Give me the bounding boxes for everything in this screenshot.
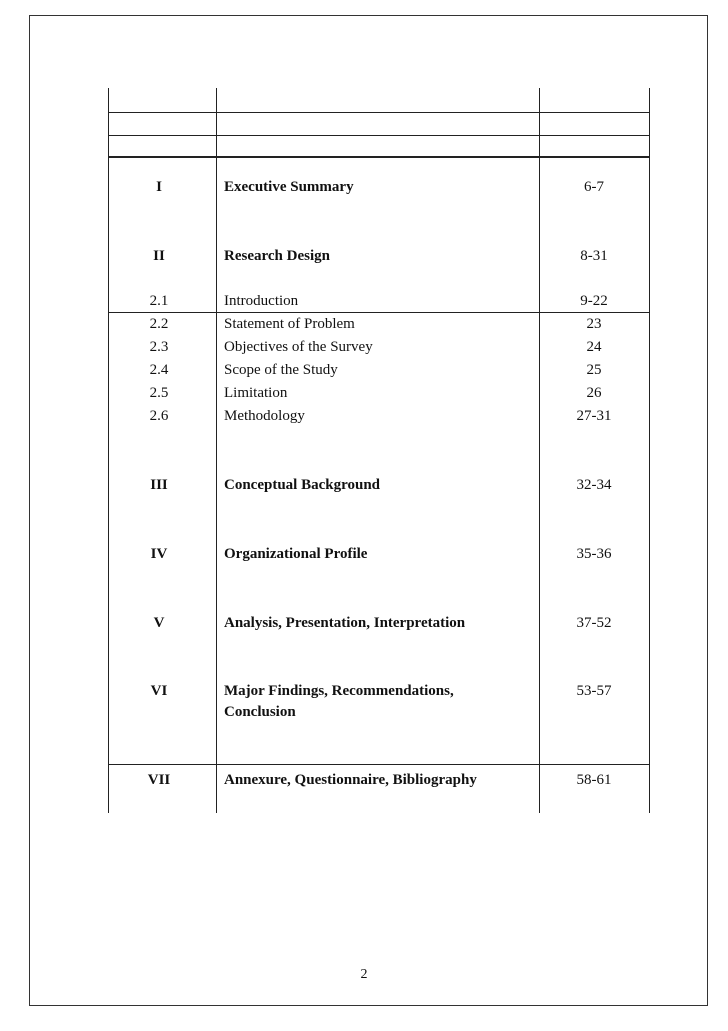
page-number: 2 xyxy=(360,967,368,982)
column-divider-1 xyxy=(216,88,217,813)
toc-title: Organizational Profile xyxy=(224,546,368,562)
toc-pages: 27-31 xyxy=(576,408,612,424)
column-divider-2 xyxy=(539,88,540,813)
header-rule-3 xyxy=(108,156,650,158)
toc-number: IV xyxy=(150,546,168,562)
header-rule-1 xyxy=(108,112,650,113)
toc-title: Methodology xyxy=(224,408,305,424)
toc-title: Conceptual Background xyxy=(224,477,381,493)
toc-pages: 25 xyxy=(586,362,602,378)
toc-number: 2.1 xyxy=(149,293,169,309)
toc-pages: 53-57 xyxy=(576,683,612,699)
toc-pages: 6-7 xyxy=(584,179,604,195)
toc-title: Annexure, Questionnaire, Bibliography xyxy=(224,772,477,788)
toc-title: Executive Summary xyxy=(224,179,354,195)
toc-number: I xyxy=(156,179,162,195)
toc-pages: 58-61 xyxy=(576,772,612,788)
toc-pages: 35-36 xyxy=(576,546,612,562)
toc-title: Statement of Problem xyxy=(224,316,355,332)
toc-number: 2.6 xyxy=(149,408,169,424)
toc-pages: 8-31 xyxy=(580,248,608,264)
toc-number: 2.2 xyxy=(149,316,169,332)
toc-title: Scope of the Study xyxy=(224,362,338,378)
row-rule-annexure xyxy=(108,764,650,765)
page-border xyxy=(29,15,708,1006)
toc-pages: 26 xyxy=(586,385,602,401)
toc-title: Major Findings, Recommendations, xyxy=(224,683,454,699)
toc-number: III xyxy=(150,477,168,493)
toc-pages: 9-22 xyxy=(580,293,608,309)
toc-title: Research Design xyxy=(224,248,330,264)
table-left-border xyxy=(108,88,109,813)
toc-number: VII xyxy=(147,772,171,788)
toc-pages: 23 xyxy=(586,316,602,332)
toc-title: Analysis, Presentation, Interpretation xyxy=(224,615,466,631)
header-rule-2 xyxy=(108,135,650,136)
toc-number: 2.5 xyxy=(149,385,169,401)
toc-pages: 32-34 xyxy=(576,477,612,493)
toc-number: VI xyxy=(150,683,168,699)
toc-title: Limitation xyxy=(224,385,288,401)
table-right-border xyxy=(649,88,650,813)
toc-number: V xyxy=(153,615,165,631)
toc-title-continued: Conclusion xyxy=(224,704,296,720)
toc-pages: 24 xyxy=(586,339,602,355)
toc-title: Introduction xyxy=(224,293,299,309)
toc-number: 2.4 xyxy=(149,362,169,378)
toc-pages: 37-52 xyxy=(576,615,612,631)
toc-number: II xyxy=(153,248,165,264)
toc-title: Objectives of the Survey xyxy=(224,339,373,355)
toc-number: 2.3 xyxy=(149,339,169,355)
